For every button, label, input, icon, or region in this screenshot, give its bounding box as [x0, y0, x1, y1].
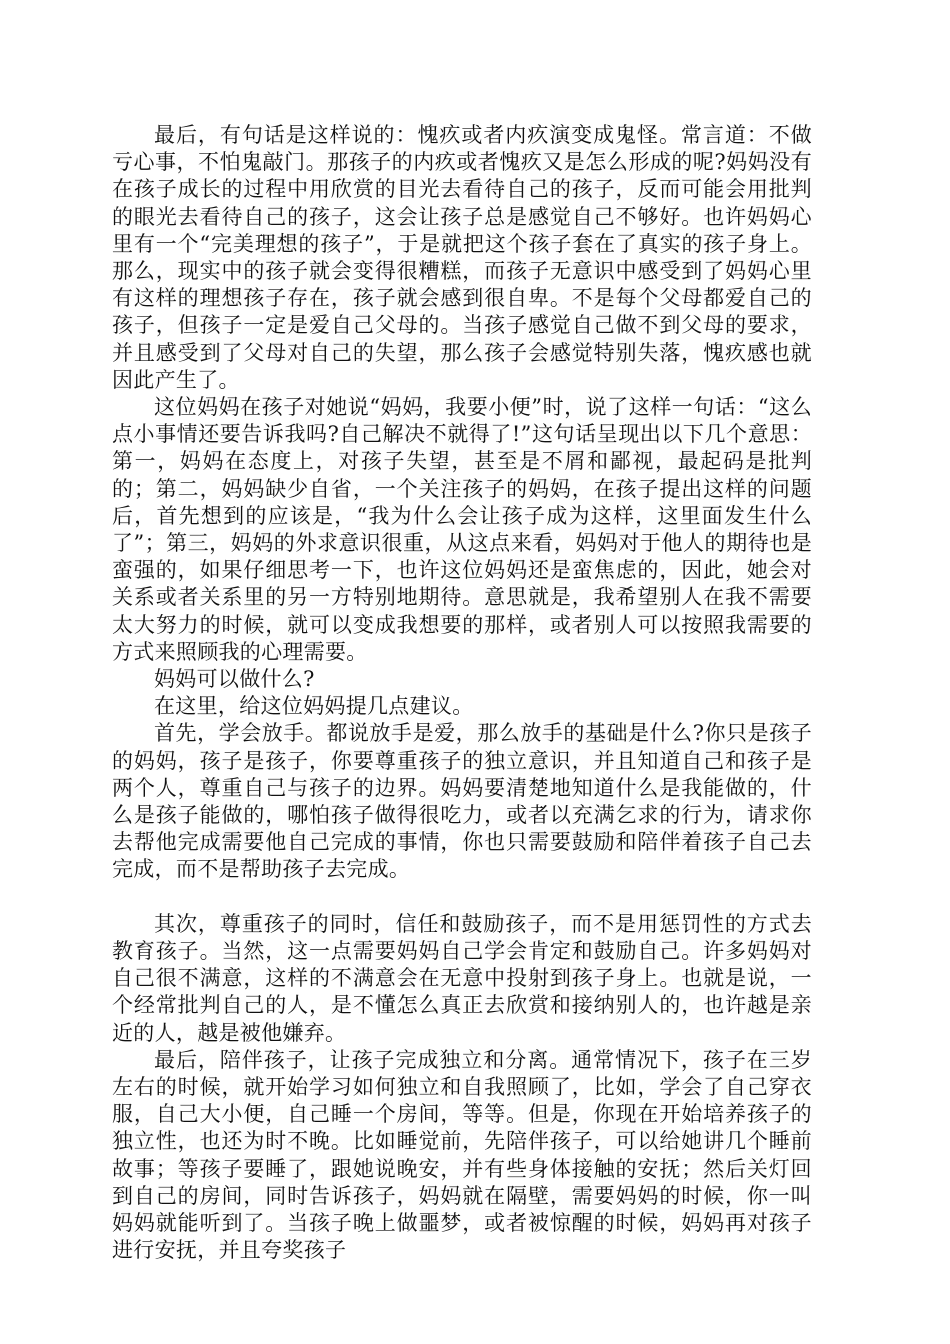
paragraph-suggestions-intro: 在这里，给这位妈妈提几点建议。: [154, 694, 474, 719]
paragraph-accompany-independence: 最后，陪伴孩子，让孩子完成独立和分离。通常情况下，孩子在三岁左右的时候，就开始学习如何独立和自我照顾了，比如，学会了自己穿衣服，自己大小便，自己睡一个房间，等等。但是，你现在开始培养孩子的独立性，也还为时不晚。比如睡觉前，先陪伴孩子，可以给她讲几个睡前故事；等孩子要睡了，跟她说晚安，并有些身体接触的安抚；然后关灯回到自己的房间，同时告诉孩子，妈妈就在隔壁，需要妈妈的时候，你一叫妈妈就能听到了。当孩子晚上做噩梦，或者被惊醒的时候，妈妈再对孩子进行安抚，并且夸奖孩子: [112, 1047, 812, 1263]
paragraph-what-mother-can-do: 妈妈可以做什么?: [154, 667, 315, 692]
paragraph-respect-trust: 其次，尊重孩子的同时，信任和鼓励孩子，而不是用惩罚性的方式去教育孩子。当然，这一点需要妈妈自己学会肯定和鼓励自己。许多妈妈对自己很不满意，这样的不满意会在无意中投射到孩子身上。也就是说，一个经常批判自己的人，是不懂怎么真正去欣赏和接纳别人的，也许越是亲近的人，越是被他嫌弃。: [112, 911, 812, 1045]
paragraph-guilt-origin: 最后，有句话是这样说的：愧疚或者内疚演变成鬼怪。常言道：不做亏心事，不怕鬼敲门。那孩子的内疚或者愧疚又是怎么形成的呢?妈妈没有在孩子成长的过程中用欣赏的目光去看待自己的孩子，反而可能会用批判的眼光去看待自己的孩子，这会让孩子总是感觉自己不够好。也许妈妈心里有一个“完美理想的孩子”，于是就把这个孩子套在了真实的孩子身上。那么，现实中的孩子就会变得很糟糕，而孩子无意识中感受到了妈妈心里有这样的理想孩子存在，孩子就会感到很自卑。不是每个父母都爱自己的孩子，但孩子一定是爱自己父母的。当孩子感觉自己做不到父母的要求，并且感受到了父母对自己的失望，那么孩子会感觉特别失落，愧疚感也就因此产生了。: [112, 123, 812, 392]
paragraph-mother-response: 这位妈妈在孩子对她说“妈妈，我要小便”时，说了这样一句话：“这么点小事情还要告诉我吗?自己解决不就得了!”这句话呈现出以下几个意思：第一，妈妈在态度上，对孩子失望，甚至是不屑和鄙视，最起码是批判的；第二，妈妈缺少自省，一个关注孩子的妈妈，在孩子提出这样的问题后，首先想到的应该是，“我为什么会让孩子成为这样，这里面发生什么了”；第三，妈妈的外求意识很重，从这点来看，妈妈对于他人的期待也是蛮强的，如果仔细思考一下，也许这位妈妈还是蛮焦虑的，因此，她会对关系或者关系里的另一方特别地期待。意思就是，我希望别人在我不需要太大努力的时候，就可以变成我想要的那样，或者别人可以按照我需要的方式来照顾我的心理需要。: [112, 395, 812, 664]
document-body: [112, 122, 812, 1264]
paragraph-let-go: 首先，学会放手。都说放手是爱，那么放手的基础是什么?你只是孩子的妈妈，孩子是孩子，你要尊重孩子的独立意识，并且知道自己和孩子是两个人，尊重自己与孩子的边界。妈妈要清楚地知道什么是我能做的，什么是孩子能做的，哪怕孩子做得很吃力，或者以充满乞求的行为，请求你去帮他完成需要他自己完成的事情，你也只需要鼓励和陪伴着孩子自己去完成，而不是帮助孩子去完成。: [112, 721, 812, 882]
